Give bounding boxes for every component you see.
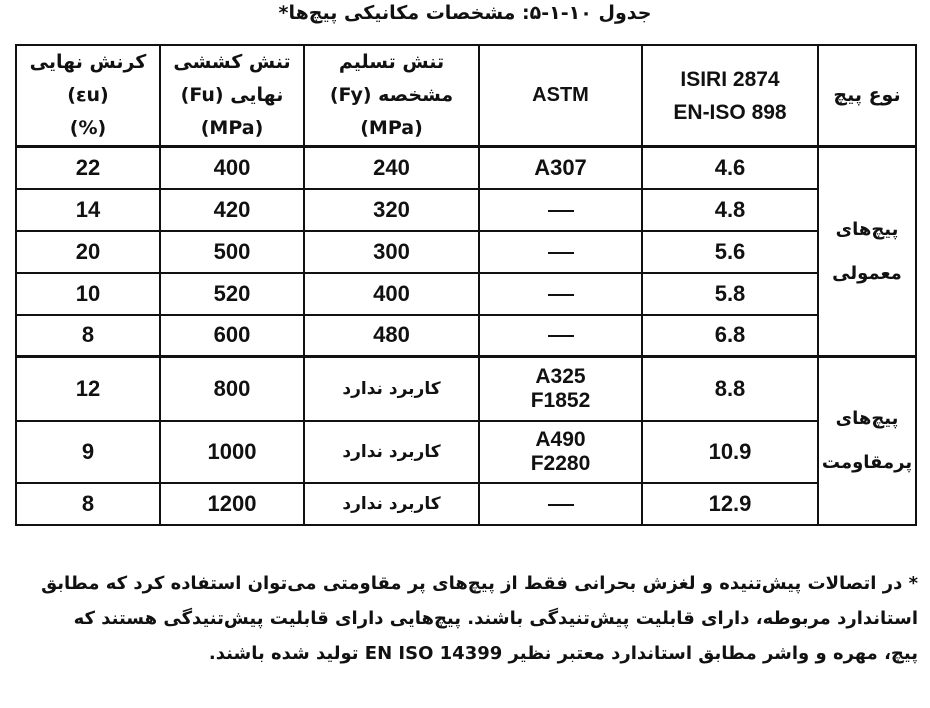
ultimate-stress-cell: 400 xyxy=(160,147,304,189)
header-bolt-type: نوع پیچ xyxy=(818,45,916,147)
strain-cell: 10 xyxy=(16,273,160,315)
table-row xyxy=(16,357,916,421)
table-row xyxy=(16,421,916,483)
strain-cell: 12 xyxy=(16,357,160,421)
strain-cell: 8 xyxy=(16,315,160,357)
group-high-strength-bolts: پیچ‌های پرمقاومت xyxy=(818,357,916,525)
astm-cell xyxy=(479,189,642,231)
ultimate-stress-cell: 520 xyxy=(160,273,304,315)
yield-stress-cell: 400 xyxy=(304,273,479,315)
footnote-line: استاندارد مربوطه، دارای قابلیت پیش‌تنیدگی باشند. پیچ‌هایی دارای قابلیت پیش‌تنیدگی هستند که xyxy=(73,608,918,629)
yield-stress-cell: کاربرد ندارد xyxy=(304,483,479,525)
strain-cell: 20 xyxy=(16,231,160,273)
isiri-grade-cell: 4.6 xyxy=(642,147,818,189)
not-applicable-dash xyxy=(548,294,574,296)
header-strain: کرنش نهایی (εu) (%) xyxy=(16,45,160,147)
ultimate-stress-cell: 600 xyxy=(160,315,304,357)
table-row xyxy=(16,189,916,231)
not-applicable-dash xyxy=(548,210,574,212)
table-row xyxy=(16,273,916,315)
not-applicable-dash xyxy=(548,252,574,254)
isiri-grade-cell: 8.8 xyxy=(642,357,818,421)
table-title: جدول ۱۰-۱-۵: مشخصات مکانیکی پیچ‌ها* xyxy=(278,2,652,24)
isiri-grade-cell: 5.6 xyxy=(642,231,818,273)
strain-cell: 8 xyxy=(16,483,160,525)
ultimate-stress-cell: 1000 xyxy=(160,421,304,483)
astm-cell: A325 F1852 xyxy=(479,357,642,421)
isiri-grade-cell: 4.8 xyxy=(642,189,818,231)
ultimate-stress-cell: 420 xyxy=(160,189,304,231)
table-row xyxy=(16,231,916,273)
not-applicable-dash xyxy=(548,335,574,337)
isiri-grade-cell: 12.9 xyxy=(642,483,818,525)
astm-cell xyxy=(479,273,642,315)
header-isiri: ISIRI 2874 EN-ISO 898 xyxy=(642,45,818,147)
isiri-grade-cell: 6.8 xyxy=(642,315,818,357)
yield-stress-cell: کاربرد ندارد xyxy=(304,357,479,421)
strain-cell: 9 xyxy=(16,421,160,483)
astm-cell xyxy=(479,231,642,273)
strain-cell: 22 xyxy=(16,147,160,189)
astm-cell xyxy=(479,483,642,525)
header-ultimate-stress: تنش کششی نهایی (Fu) (MPa) xyxy=(160,45,304,147)
footnote-line: پیچ، مهره و واشر مطابق استاندارد معتبر نظیر EN ISO 14399 تولید شده باشند. xyxy=(208,643,918,664)
yield-stress-cell: 240 xyxy=(304,147,479,189)
table-footnote xyxy=(20,566,918,671)
header-yield-stress: تنش تسلیم مشخصه (Fy) (MPa) xyxy=(304,45,479,147)
strain-cell: 14 xyxy=(16,189,160,231)
bolt-properties-table xyxy=(15,44,917,526)
isiri-grade-cell: 5.8 xyxy=(642,273,818,315)
yield-stress-cell: 480 xyxy=(304,315,479,357)
header-row xyxy=(16,45,916,147)
ultimate-stress-cell: 1200 xyxy=(160,483,304,525)
yield-stress-cell: 320 xyxy=(304,189,479,231)
yield-stress-cell: 300 xyxy=(304,231,479,273)
header-astm: ASTM xyxy=(479,45,642,147)
astm-cell: A307 xyxy=(479,147,642,189)
not-applicable-dash xyxy=(548,504,574,506)
footnote-line: * در اتصالات پیش‌تنیده و لغزش بحرانی فقط از پیچ‌های پر مقاومتی می‌توان استفاده کرد که مطابق xyxy=(41,573,918,594)
isiri-grade-cell: 10.9 xyxy=(642,421,818,483)
table-row xyxy=(16,147,916,189)
ultimate-stress-cell: 800 xyxy=(160,357,304,421)
astm-cell: A490 F2280 xyxy=(479,421,642,483)
astm-cell xyxy=(479,315,642,357)
table-row xyxy=(16,315,916,357)
yield-stress-cell: کاربرد ندارد xyxy=(304,421,479,483)
ultimate-stress-cell: 500 xyxy=(160,231,304,273)
group-ordinary-bolts: پیچ‌های معمولی xyxy=(818,147,916,357)
table-row xyxy=(16,483,916,525)
